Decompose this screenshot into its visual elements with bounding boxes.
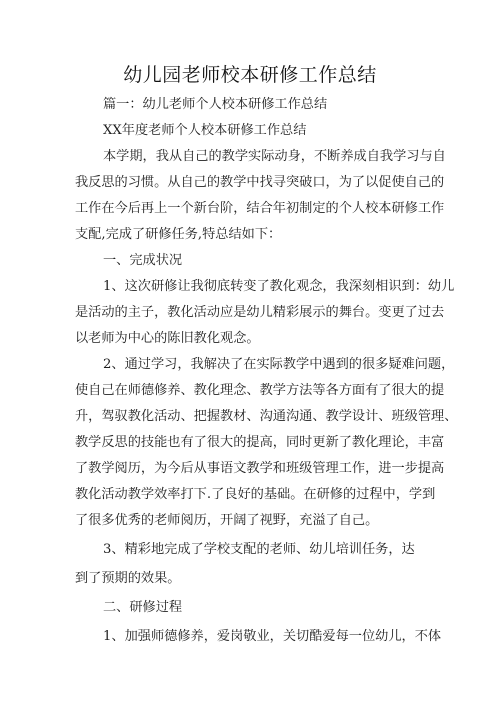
paragraph-line: 3、精彩地完成了学校支配的老师、幼儿培训任务，达 — [103, 542, 415, 557]
section-heading-1: 篇一：幼儿老师个人校本研修工作总结 — [103, 97, 328, 112]
paragraph-line: 了教学阅历，为今后从事语文教学和班级管理工作，进一步提高 — [75, 461, 445, 476]
paragraph-line: 支配,完成了研修任务,特总结如下： — [75, 227, 282, 242]
paragraph-line: 我反思的习惯。从自己的教学中找寻突破口，为了以促使自己的 — [75, 175, 445, 190]
subtitle-line: XX年度老师个人校本研修工作总结 — [103, 123, 307, 138]
paragraph-line: 教学反思的技能也有了很大的提高，同时更新了教化理论，丰富 — [75, 435, 445, 450]
paragraph-line: 是活动的主子，教化活动应是幼儿精彩展示的舞台。变更了过去 — [75, 305, 445, 320]
document-title: 幼儿园老师校本研修工作总结 — [123, 64, 377, 86]
paragraph-line: 工作在今后再上一个新台阶，结合年初制定的个人校本研修工作 — [75, 201, 445, 216]
paragraph-line: 2、通过学习，我解决了在实际教学中遇到的很多疑难问题， — [103, 357, 455, 372]
paragraph-line: 以老师为中心的陈旧教化观念。 — [75, 331, 260, 346]
paragraph-line: 1、加强师德修养，爱岗敬业，关切酷爱每一位幼儿，不体 — [103, 629, 442, 644]
paragraph-line: 1、这次研修让我彻底转变了教化观念，我深刻相识到：幼儿 — [103, 279, 455, 294]
paragraph-line: 到了预期的效果。 — [75, 571, 181, 586]
section-heading: 一、完成状况 — [103, 253, 183, 268]
paragraph-line: 本学期，我从自己的教学实际动身，不断养成自我学习与自 — [103, 149, 446, 164]
paragraph-line: 使自己在师德修养、教化理念、教学方法等各方面有了很大的提 — [75, 383, 445, 398]
paragraph-line: 了很多优秀的老师阅历，开阔了视野，充溢了自己。 — [75, 513, 379, 528]
paragraph-line: 升，驾驭教化活动、把握教材、沟通沟通、教学设计、班级管理、 — [75, 409, 458, 424]
paragraph-line: 教化活动教学效率打下.了良好的基础。在研修的过程中，学到 — [75, 487, 436, 502]
section-heading: 二、研修过程 — [103, 600, 183, 615]
